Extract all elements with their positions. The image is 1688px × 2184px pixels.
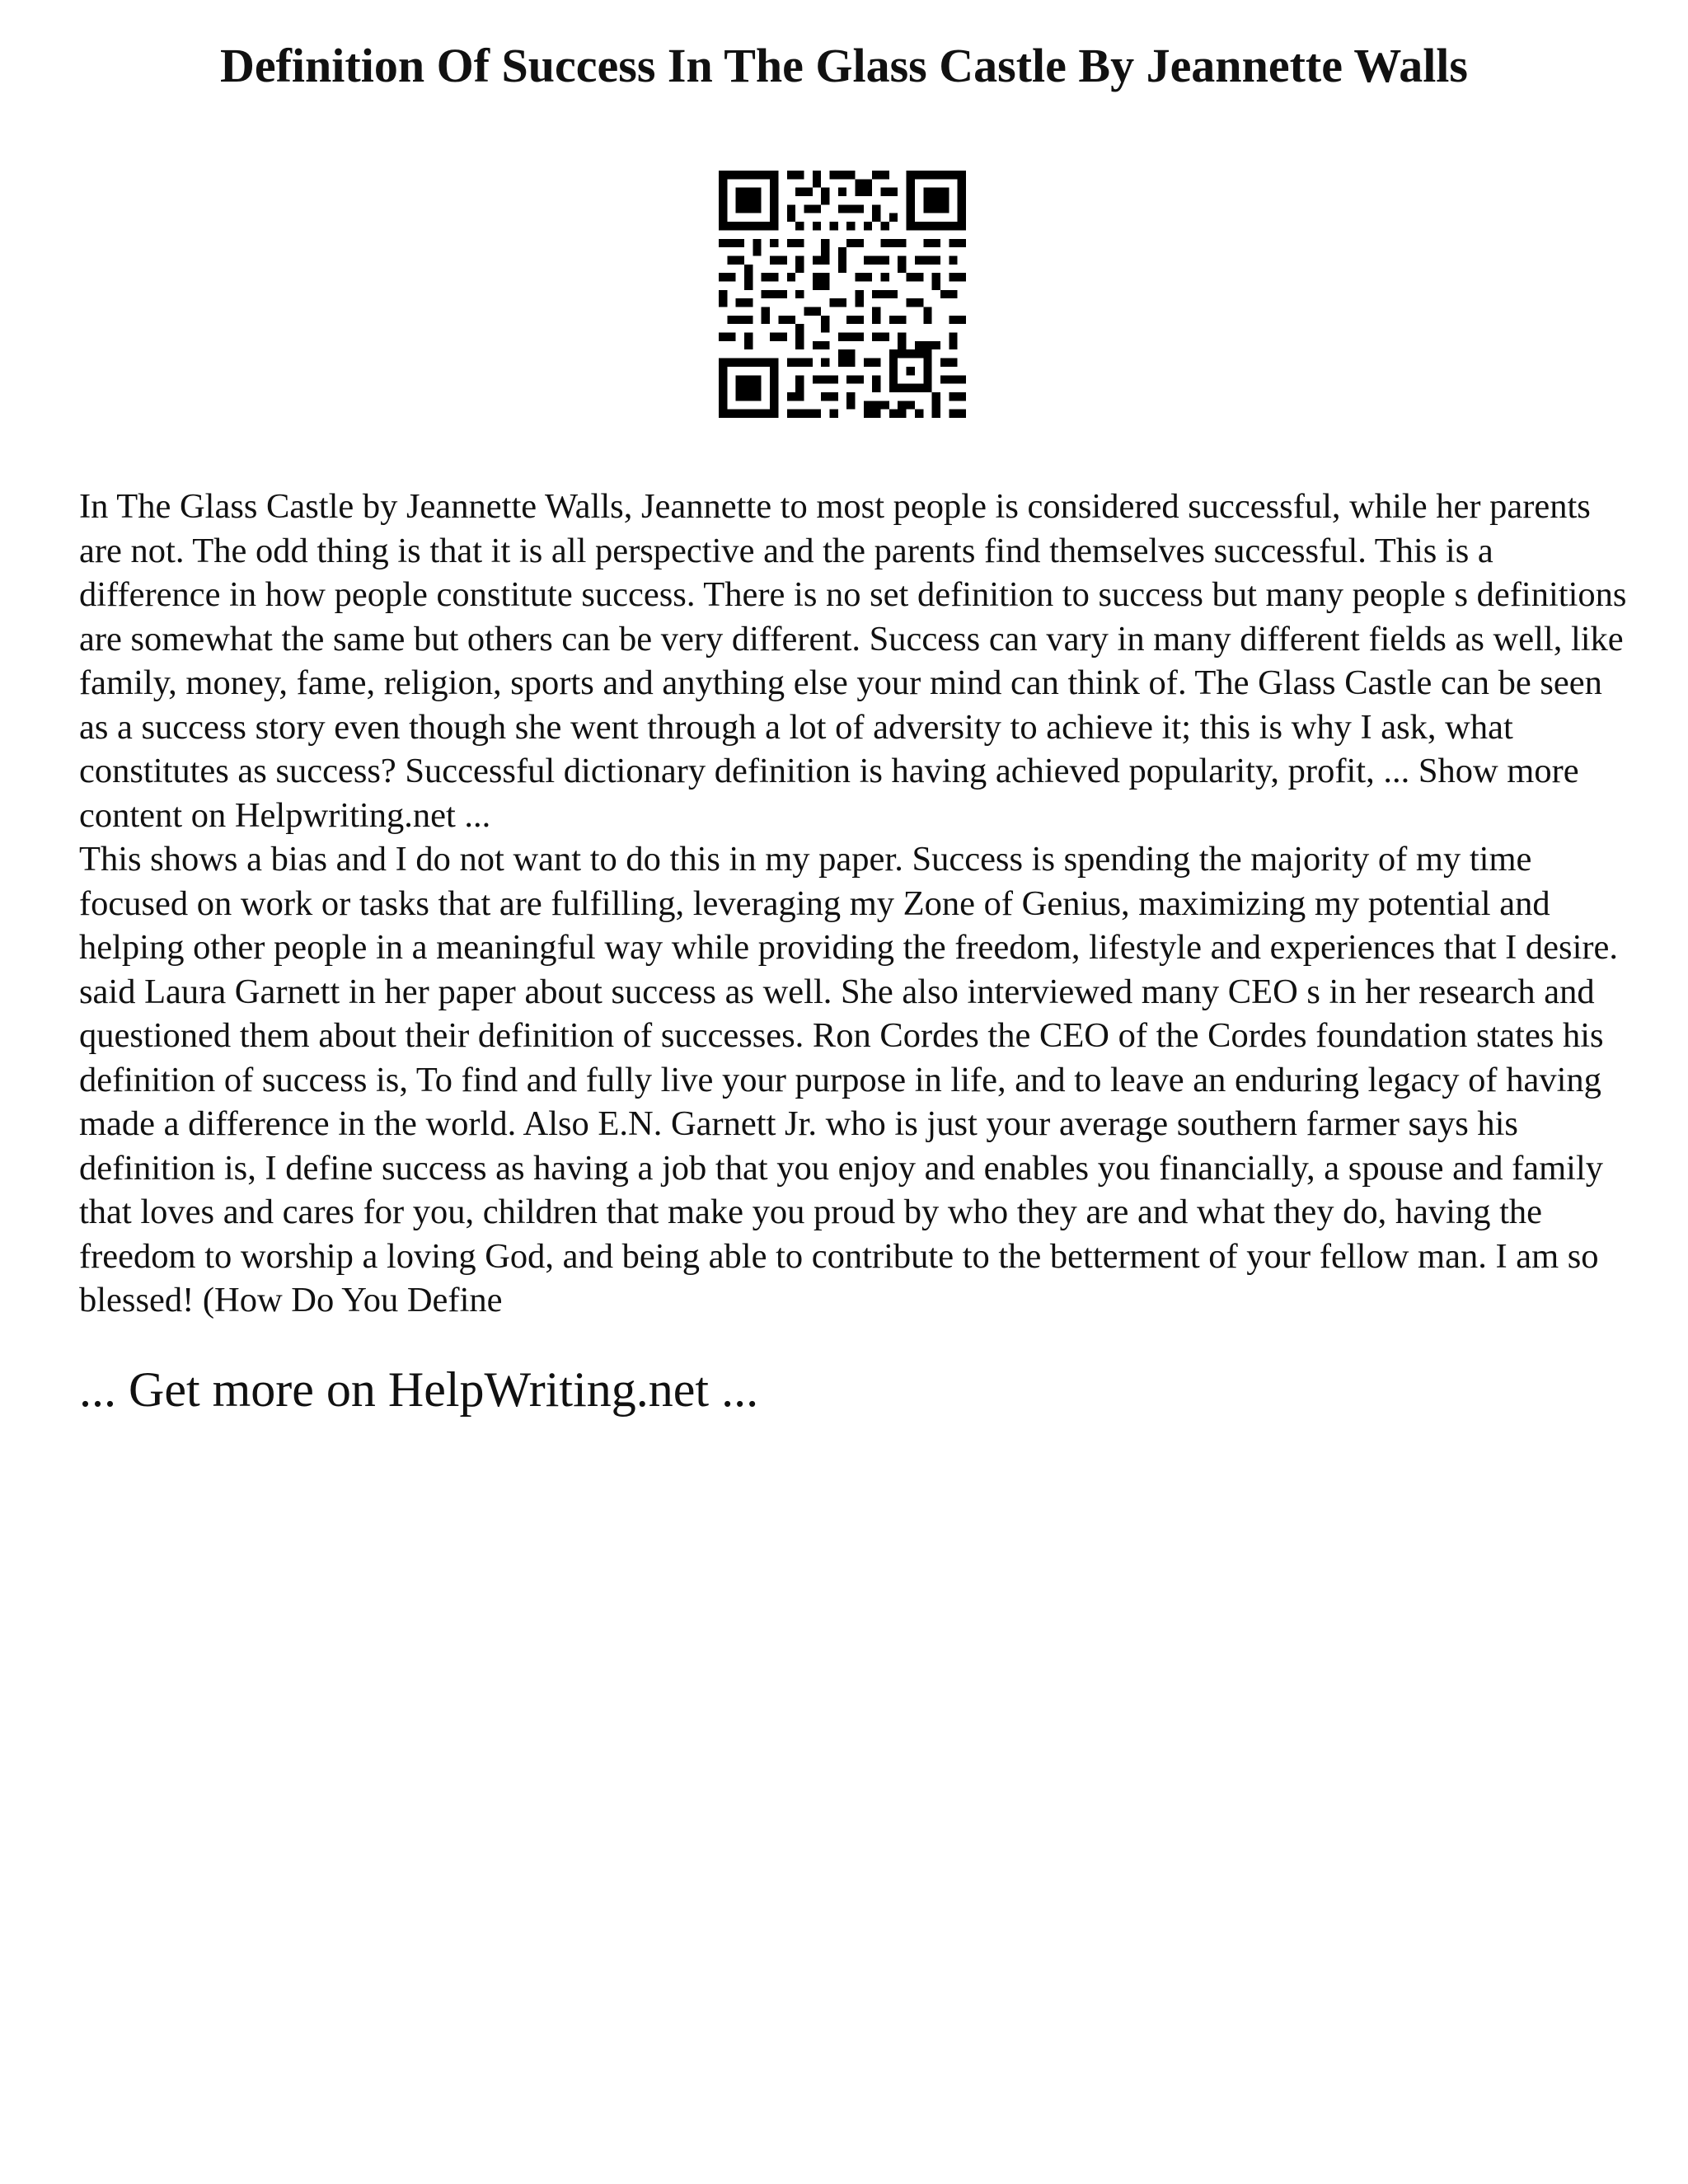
article-body (79, 485, 1629, 1323)
document-title: Definition Of Success In The Glass Castle By Jeannette Walls (219, 39, 1468, 92)
body-paragraph: In The Glass Castle by Jeannette Walls, Jeannette to most people is considered successful, while her parents are not. The odd thing is that it is all perspective and the parents find themselves successful. This is a difference in how people constitute success. There is no set definition to success but many people s definitions are somewhat the same but others can be very different. Success can vary in many different fields as well, like family, money, fame, religion, sports and anything else your mind can think of. The Glass Castle can be seen as a success story even though she went through a lot of adversity to achieve it; this is why I ask, what constitutes as success? Successful dictionary definition is having achieved popularity, profit, ... Show more content on Helpwriting.net ... (79, 487, 1627, 835)
qr-code-icon (719, 171, 966, 418)
body-paragraph: This shows a bias and I do not want to do this in my paper. Success is spending the majority of my time focused on work or tasks that are fulfilling, leveraging my Zone of Genius, maximizing my potential and helping other people in a meaningful way while providing the freedom, lifestyle and experiences that I desire. said Laura Garnett in her paper about success as well. She also interviewed many CEO s in her research and questioned them about their definition of successes. Ron Cordes the CEO of the Cordes foundation states his definition of success is, To find and fully live your purpose in life, and to leave an enduring legacy of having made a difference in the world. Also E.N. Garnett Jr. who is just your average southern farmer says his definition is, I define success as having a job that you enjoy and enables you financially, a spouse and family that loves and cares for you, children that make you proud by who they are and what they do, having the freedom to worship a loving God, and being able to contribute to the betterment of your fellow man. I am so blessed! (How Do You Define (79, 840, 1619, 1319)
get-more-link[interactable]: ... Get more on HelpWriting.net ... (79, 1362, 759, 1417)
